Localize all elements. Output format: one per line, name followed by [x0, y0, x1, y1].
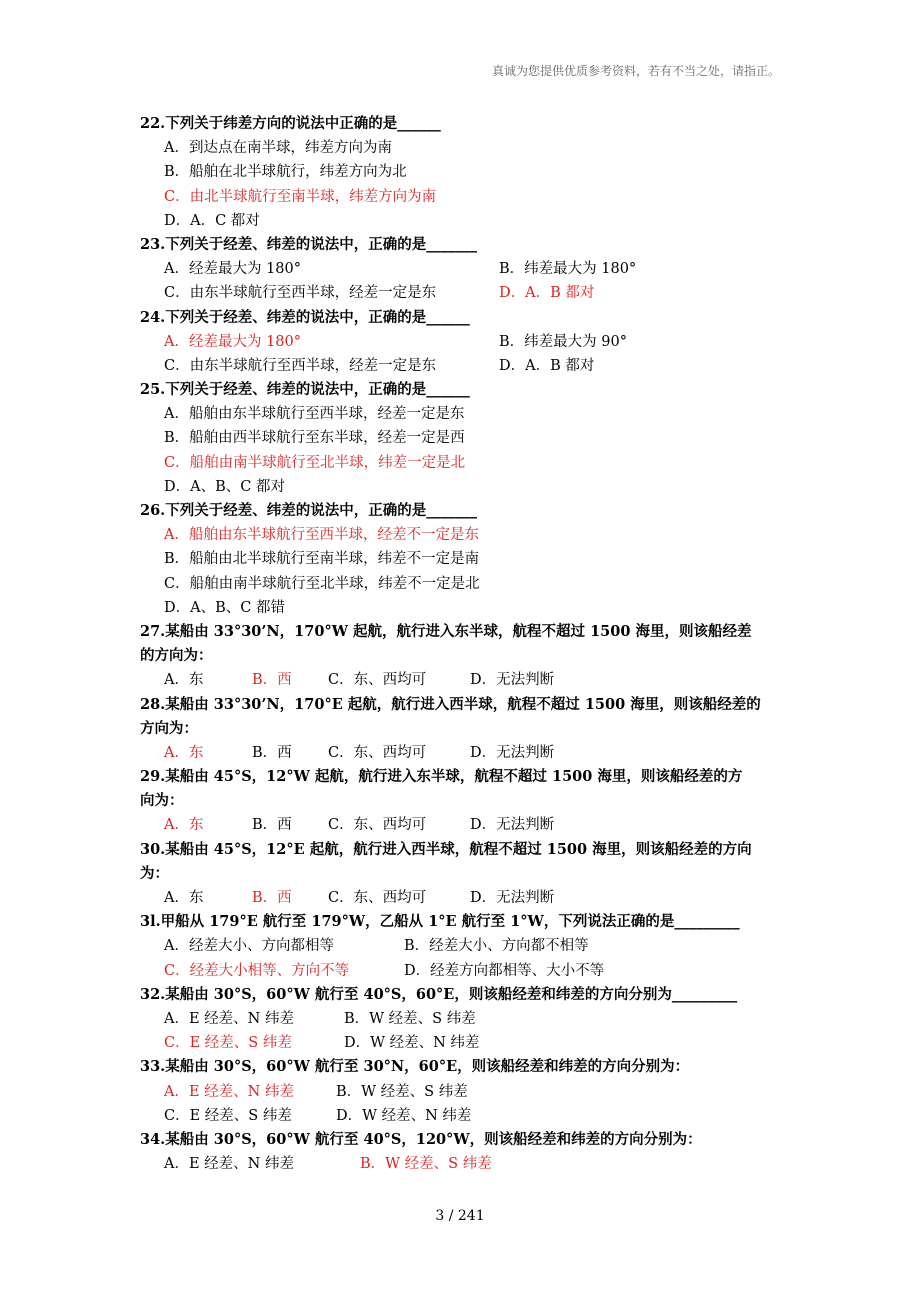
question-block [140, 1055, 790, 1128]
answer-option: A．经差大小、方向都相等 [164, 938, 334, 955]
option-row [140, 547, 790, 571]
question-stem: 3l.甲船从 179°E 航行至 179°W，乙船从 1°E 航行至 1°W，下列说法正确的是_________ [140, 913, 740, 931]
option-row [140, 1007, 790, 1031]
answer-option: D．A．B 都对 [499, 357, 595, 374]
answer-option: B．W 经差、S 纬差 [336, 1083, 468, 1100]
answer-option: D．A、B、C 都错 [164, 599, 285, 616]
answer-option: B．船舶在北半球航行，纬差方向为北 [164, 164, 407, 181]
question-block [140, 765, 790, 838]
option-row [140, 1104, 790, 1128]
answer-option: D．经差方向都相等、大小不等 [404, 962, 605, 979]
question-stem: 23.下列关于经差、纬差的说法中，正确的是_______ [140, 235, 477, 253]
question-stem: 27.某船由 33°30’N，170°W 起航，航行进入东半球，航程不超过 1500 海里，则该船经差 [140, 622, 752, 640]
answer-option: D．无法判断 [470, 890, 555, 906]
answer-option: B．西 [252, 744, 292, 761]
question-block [140, 620, 790, 693]
question-stem-continued: 方向为： [140, 719, 198, 737]
option-row [140, 1080, 790, 1104]
answer-option: B．西 [252, 817, 292, 834]
answer-option: A．经差最大为 180° [164, 261, 302, 278]
answer-option: D．W 经差、N 纬差 [344, 1035, 480, 1052]
option-row [140, 886, 790, 910]
question-block [140, 378, 790, 499]
answer-option-correct: C．E 经差、S 纬差 [164, 1035, 292, 1052]
option-row [140, 741, 790, 765]
answer-option-correct: C．船舶由南半球航行至北半球，纬差一定是北 [164, 454, 466, 471]
answer-option: B．纬差最大为 90° [499, 333, 627, 350]
question-stem: 25.下列关于经差、纬差的说法中，正确的是______ [140, 381, 470, 399]
answer-option: B．经差大小、方向都不相等 [404, 938, 589, 955]
answer-option: C．东、西均可 [328, 817, 427, 834]
question-block [140, 1128, 790, 1176]
answer-option-correct: B．西 [252, 890, 292, 906]
question-stem-continued: 为： [140, 864, 169, 882]
answer-option: A．到达点在南半球，纬差方向为南 [164, 140, 392, 157]
answer-option-correct: B．W 经差、S 纬差 [360, 1156, 492, 1173]
question-stem: 30.某船由 45°S，12°E 起航，航行进入西半球，航程不超过 1500 海里，则该船经差的方向 [140, 840, 752, 858]
question-stem: 28.某船由 33°30’N，170°E 起航，航行进入西半球，航程不超过 1500 海里，则该船经差的 [140, 695, 761, 713]
answer-option: C．由东半球航行至西半球，经差一定是东 [164, 285, 437, 302]
answer-option-correct: C．经差大小相等、方向不等 [164, 962, 350, 979]
answer-option-correct: D．A．B 都对 [499, 285, 595, 302]
answer-option: A．东 [164, 890, 204, 906]
option-row [140, 668, 790, 692]
answer-option: D．无法判断 [470, 672, 555, 689]
option-row [140, 1031, 790, 1055]
option-row [140, 330, 790, 354]
option-row [140, 596, 790, 620]
answer-option: B．船舶由北半球航行至南半球，纬差不一定是南 [164, 551, 480, 568]
answer-option-correct: C．由北半球航行至南半球，纬差方向为南 [164, 188, 437, 205]
question-stem: 33.某船由 30°S，60°W 航行至 30°N，60°E，则该船经差和纬差的方向分别为： [140, 1058, 690, 1076]
option-row [140, 475, 790, 499]
question-stem: 22.下列关于纬差方向的说法中正确的是______ [140, 115, 441, 132]
question-stem-continued: 的方向为： [140, 647, 213, 665]
answer-option: C．东、西均可 [328, 890, 427, 906]
option-row [140, 402, 790, 426]
option-row [140, 257, 790, 281]
option-row [140, 185, 790, 209]
answer-option-correct: A．E 经差、N 纬差 [164, 1083, 294, 1100]
answer-option: B．船舶由西半球航行至东半球，经差一定是西 [164, 430, 465, 447]
answer-option: B．W 经差、S 纬差 [344, 1010, 476, 1027]
question-stem: 24.下列关于经差、纬差的说法中，正确的是______ [140, 308, 470, 326]
option-row [140, 959, 790, 983]
answer-option: D．A．C 都对 [164, 212, 260, 229]
answer-option-correct: A．东 [164, 744, 204, 761]
answer-option: C．E 经差、S 纬差 [164, 1107, 292, 1124]
question-stem: 26.下列关于经差、纬差的说法中，正确的是_______ [140, 502, 477, 519]
question-block [140, 112, 790, 233]
question-block [140, 693, 790, 766]
question-stem: 34.某船由 30°S，60°W 航行至 40°S，120°W，则该船经差和纬差的方向分别为： [140, 1130, 702, 1148]
question-list [140, 112, 790, 1176]
question-block [140, 910, 790, 983]
option-row [140, 523, 790, 547]
question-stem: 32.某船由 30°S，60°W 航行至 40°S，60°E，则该船经差和纬差的方向分别为_________ [140, 985, 738, 1003]
answer-option: D．W 经差、N 纬差 [336, 1107, 472, 1124]
question-stem: 29.某船由 45°S，12°W 起航，航行进入东半球，航程不超过 1500 海里，则该船经差的方 [140, 768, 743, 786]
question-block [140, 838, 790, 911]
answer-option: C．由东半球航行至西半球，经差一定是东 [164, 357, 437, 374]
question-block [140, 499, 790, 620]
answer-option: C．船舶由南半球航行至北半球，纬差不一定是北 [164, 575, 480, 592]
answer-option: D．A、B、C 都对 [164, 478, 285, 495]
question-stem-continued: 向为： [140, 792, 184, 810]
option-row [140, 136, 790, 160]
option-row [140, 426, 790, 450]
question-block [140, 233, 790, 306]
answer-option-correct: B．西 [252, 672, 292, 689]
option-row [140, 572, 790, 596]
answer-option-correct: A．东 [164, 817, 204, 834]
answer-option: D．无法判断 [470, 817, 555, 834]
answer-option-correct: A．船舶由东半球航行至西半球，经差不一定是东 [164, 527, 479, 544]
answer-option: D．无法判断 [470, 744, 555, 761]
answer-option: C．东、西均可 [328, 672, 427, 689]
question-block [140, 306, 790, 379]
option-row [140, 281, 790, 305]
answer-option: A．东 [164, 672, 204, 689]
option-row [140, 1152, 790, 1176]
answer-option: A．E 经差、N 纬差 [164, 1156, 294, 1173]
option-row [140, 813, 790, 837]
question-block [140, 983, 790, 1056]
answer-option: A．船舶由东半球航行至西半球，经差一定是东 [164, 406, 465, 423]
answer-option: C．东、西均可 [328, 744, 427, 761]
page-number: 3 / 241 [435, 1208, 485, 1224]
option-row [140, 160, 790, 184]
answer-option-correct: A．经差最大为 180° [164, 333, 302, 350]
option-row [140, 934, 790, 958]
header-note: 真诚为您提供优质参考资料，若有不当之处，请指正。 [491, 64, 780, 78]
answer-option: A．E 经差、N 纬差 [164, 1010, 294, 1027]
option-row [140, 451, 790, 475]
option-row [140, 354, 790, 378]
answer-option: B．纬差最大为 180° [499, 261, 637, 278]
option-row [140, 209, 790, 233]
